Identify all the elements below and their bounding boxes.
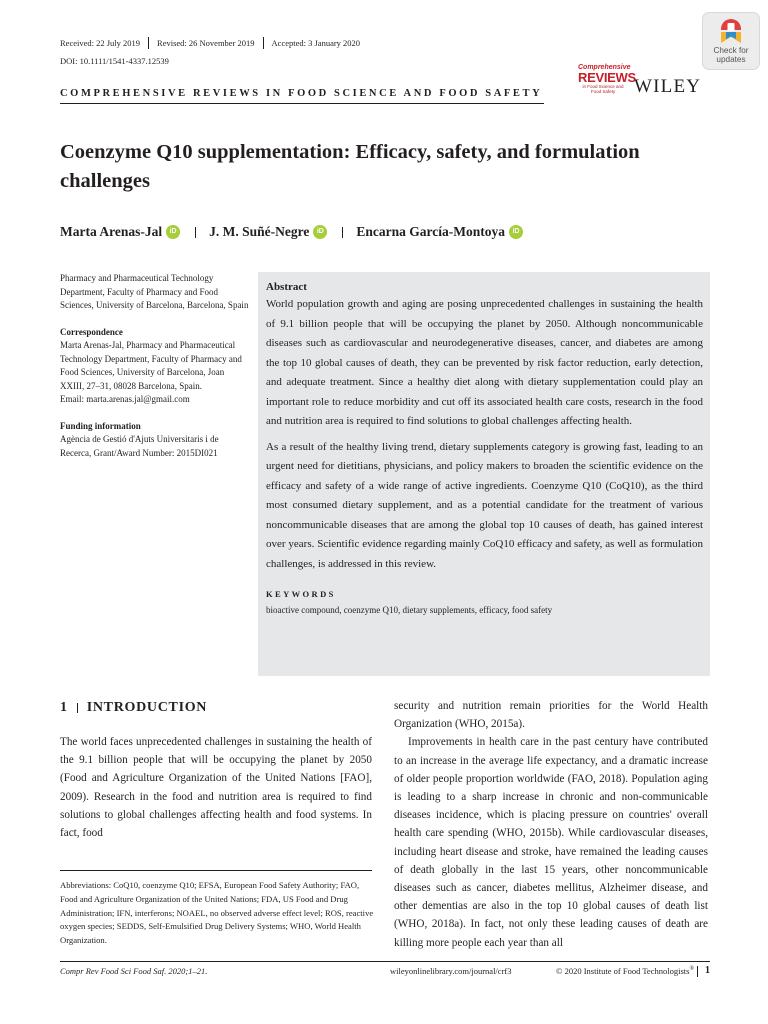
journal-logo: Comprehensive REVIEWS in Food Science and Food Safety	[578, 64, 636, 94]
divider	[195, 227, 196, 238]
orcid-icon[interactable]: iD	[313, 225, 327, 239]
section-heading	[60, 700, 207, 716]
journal-name: COMPREHENSIVE REVIEWS IN FOOD SCIENCE AND FOOD SAFETY	[60, 88, 543, 99]
divider	[697, 966, 698, 977]
body-column-right	[394, 697, 708, 952]
footnote-rule	[60, 870, 372, 871]
article-title: Coenzyme Q10 supplementation: Efficacy, safety, and formulation challenges	[60, 141, 640, 192]
divider	[342, 227, 343, 238]
abstract-paragraph: World population growth and aging are posing unprecedented challenges in sustaining the health of 9.1 billion people that will be occupying the planet by 2050. Although noncommunicable diseases such as cardiovascular and neurodegenerative diseases, cancer, and diabetes are among the top 10 global causes of death, they can be prevented by risk factor reduction, early detection, and adequate treatment. Since a healthy diet along with dietary supplementation could play an important role to reduce morbidity and cut off its associated health care costs, research in the food and nutrition area is required to find solutions to global challenges affecting health.	[266, 298, 703, 427]
funding-text: Agència de Gestió d'Ajuts Universitaris i de Recerca, Grant/Award Number: 2015DI021	[60, 434, 219, 458]
article-history	[60, 37, 360, 49]
body-paragraph: Improvements in health care in the past century have contributed to an increase in the average life expectancy, and a dramatic increase of older people proportion worldwide (FAO, 2018). Population aging is leading to a sharp increase in chronic and non-communicable diseases incidence, which is placing pressure on countries' overall health care spending (WHO, 2015b). While cardiovascular diseases, including heart disease and stroke, have remained the leading causes of death globally in the last 15 years, other noncommunicable diseases such as cancer, diabetes mellitus, Alzheimer disease, and other dementias are also in the top 10 global causes of death list (WHO, 2018a). In fact, not only these leading causes of death are killing more people each year than all	[394, 736, 708, 949]
crossmark-label: Check for updates	[713, 46, 749, 64]
header-rule	[60, 103, 544, 104]
funding-heading: Funding information	[60, 420, 141, 431]
article-sidebar	[60, 272, 250, 473]
doi[interactable]: DOI: 10.1111/1541-4337.12539	[60, 56, 169, 66]
body-paragraph: The world faces unprecedented challenges in sustaining the health of the 9.1 billion people that will be occupying the planet by 2050 (Food and Agriculture Organization of the United Nations [FAO], 2009). Research in the food and nutrition area is required to find solutions to global challenges affecting health and food systems. In fact, food	[60, 736, 372, 840]
section-title: INTRODUCTION	[86, 700, 208, 715]
divider	[77, 703, 78, 713]
check-for-updates-button[interactable]	[702, 12, 760, 70]
divider	[263, 37, 264, 49]
keywords: bioactive compound, coenzyme Q10, dietary supplements, efficacy, food safety	[266, 605, 553, 615]
footer-rule	[60, 961, 710, 962]
section-number: 1	[60, 700, 68, 715]
divider	[148, 37, 149, 49]
copyright: © 2020 Institute of Food Technologists®	[555, 966, 694, 976]
affiliation: Pharmacy and Pharmaceutical Technology Department, Faculty of Pharmacy and Food Sciences, University of Barcelona, Barcelona, Spain	[60, 273, 249, 310]
author-name: Encarna García-Montoya	[356, 224, 505, 239]
keywords-heading: KEYWORDS	[266, 589, 336, 599]
correspondence	[60, 326, 250, 407]
accepted-date: Accepted: 3 January 2020	[271, 38, 361, 48]
author-name: Marta Arenas-Jal	[60, 224, 163, 239]
page-footer	[60, 966, 710, 980]
body-column-left	[60, 733, 372, 842]
publisher-logo: WILEY	[634, 76, 702, 97]
orcid-icon[interactable]: iD	[166, 225, 180, 239]
abstract-paragraph: As a result of the healthy living trend, dietary supplements category is growing fast, leading to an urgent need for dietitians, physicians, and policy makers to broaden the scientific evidence on the efficacy and safety of a wide range of active ingredients. Coenzyme Q10 (CoQ10), as the third most consumed dietary supplement, and as a potential candidate for the treatment of various noncommunicable diseases that are among the global top 10 causes of death, has gained interest over years. Scientific evidence regarding mainly CoQ10 efficacy and safety, as well as formulation challenges, is addressed in this review.	[266, 440, 703, 570]
correspondence-address: Marta Arenas-Jal, Pharmacy and Pharmaceutical Technology Department, Faculty of Pharmacy and Food Sciences, University of Barcelona, Joan XXIII, 27–31, 08028 Barcelona, Spain.	[60, 340, 242, 391]
crossmark-icon	[719, 17, 743, 45]
journal-url[interactable]: wileyonlinelibrary.com/journal/crf3	[390, 966, 512, 976]
author-name: J. M. Suñé-Negre	[209, 224, 310, 239]
correspondence-heading: Correspondence	[60, 326, 123, 337]
received-date: Received: 22 July 2019	[60, 38, 141, 48]
abstract-box	[258, 272, 710, 676]
revised-date: Revised: 26 November 2019	[157, 38, 255, 48]
correspondence-email[interactable]: Email: marta.arenas.jal@gmail.com	[60, 394, 190, 404]
orcid-icon[interactable]: iD	[509, 225, 523, 239]
citation: Compr Rev Food Sci Food Saf. 2020;1–21.	[60, 966, 208, 976]
author-list	[60, 224, 523, 240]
abbreviations-footnote: Abbreviations: CoQ10, coenzyme Q10; EFSA, European Food Safety Authority; FAO, Food and Agriculture Organization of the United Nations; FDA, US Food and Drug Administration; IFN, interferons; NOAEL, no observed adverse effect level; ROS, reactive oxygen species; SEDDS, Self-Emulsified Drug Delivery Systems; WHO, World Health Organization.	[60, 880, 374, 946]
funding	[60, 420, 250, 461]
body-paragraph: security and nutrition remain priorities for the World Health Organization (WHO, 2015a).	[394, 700, 708, 731]
abstract-heading: Abstract	[266, 281, 307, 293]
page-number: 1	[705, 965, 710, 976]
